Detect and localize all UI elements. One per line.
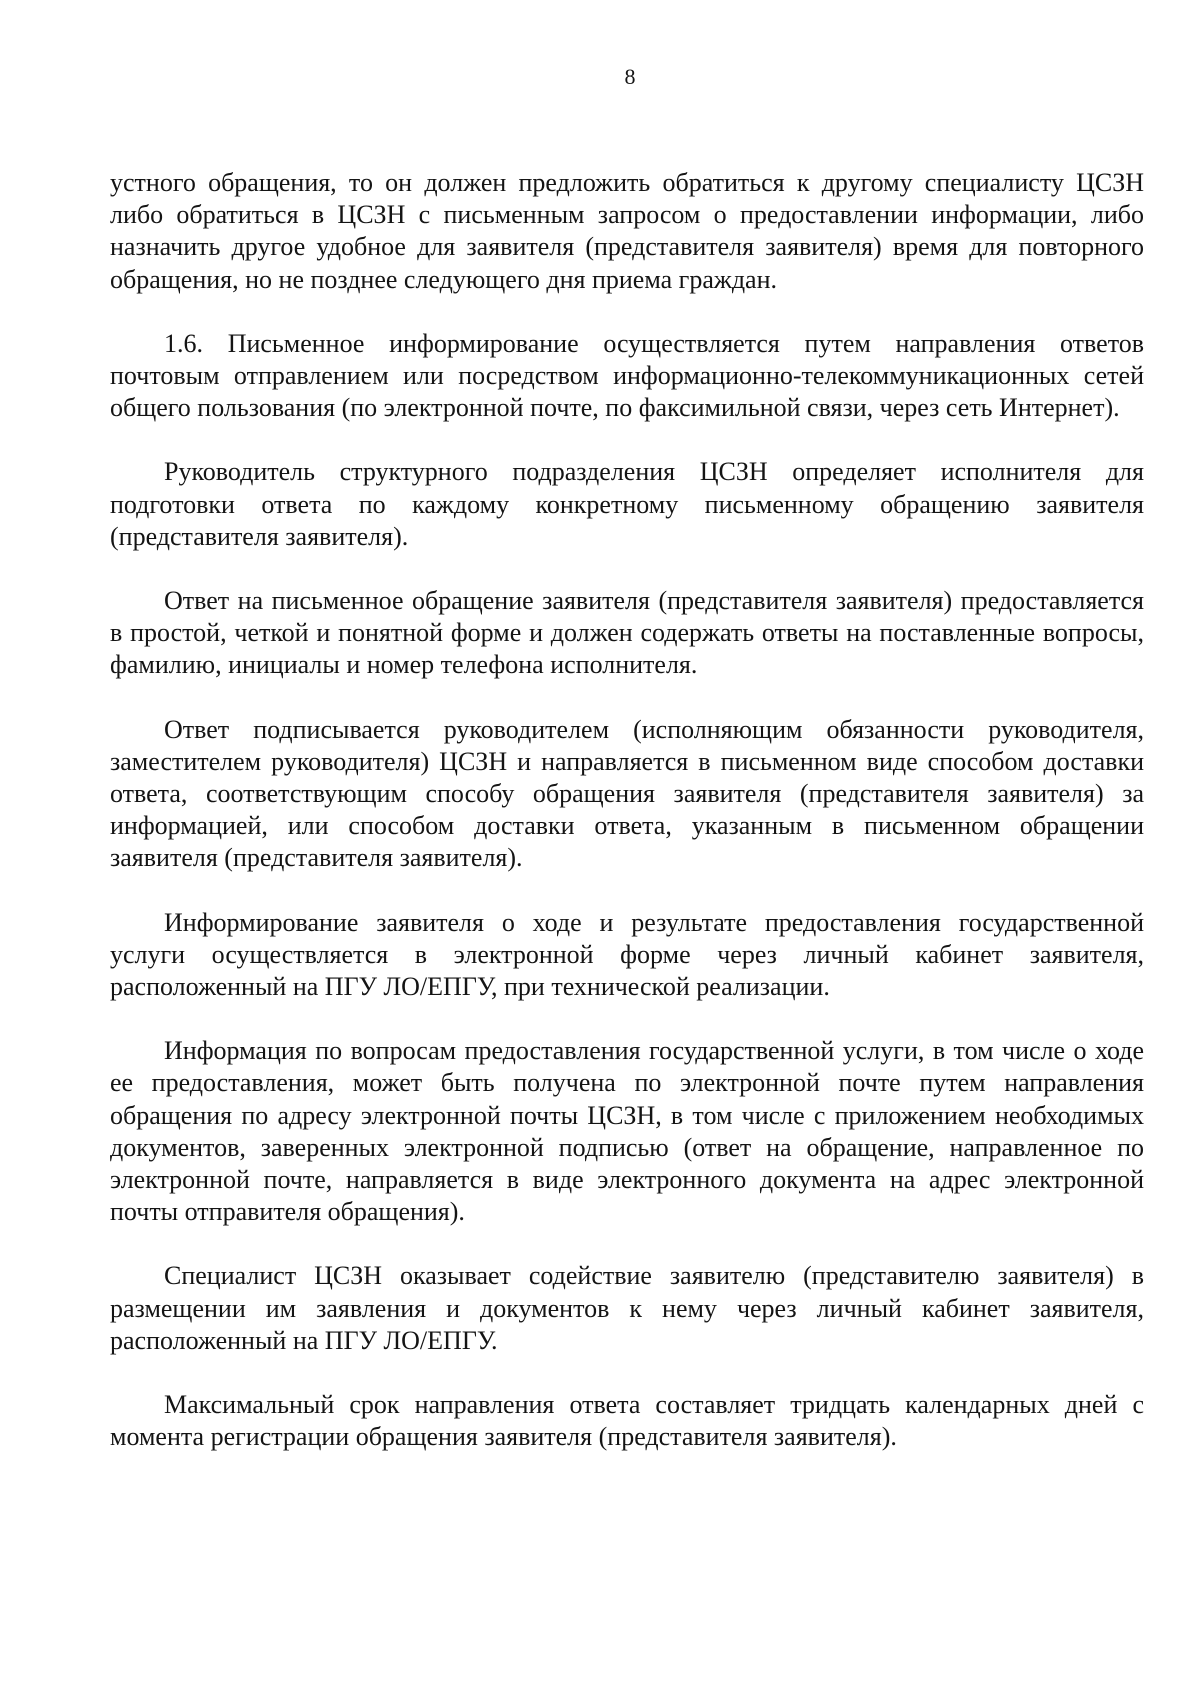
paragraph-section-1-6: 1.6. Письменное информирование осуществляется путем направления ответов почтовым отправлением или посредством информационно-телекоммуникационных сетей общего пользования (по электронной почте, по факсимильной связи, через сеть Интернет). xyxy=(110,328,1144,423)
document-body xyxy=(110,167,1144,1454)
paragraph-answer-form: Ответ на письменное обращение заявителя (представителя заявителя) предоставляется в простой, четкой и понятной форме и должен содержать ответы на поставленные вопросы, фамилию, инициалы и номер телефона исполнителя. xyxy=(110,586,1144,680)
paragraph-max-response-time: Максимальный срок направления ответа составляет тридцать календарных дней с момента регистрации обращения заявителя (представителя заявителя). xyxy=(110,1390,1144,1452)
paragraph-specialist-assistance: Специалист ЦСЗН оказывает содействие заявителю (представителю заявителя) в размещении им заявления и документов к нему через личный кабинет заявителя, расположенный на ПГУ ЛО/ЕПГУ. xyxy=(110,1261,1144,1355)
page-number: 8 xyxy=(624,64,636,89)
paragraph-executor-assignment: Руководитель структурного подразделения ЦСЗН определяет исполнителя для подготовки ответа по каждому конкретному письменному обращению заявителя (представителя заявителя). xyxy=(110,457,1144,551)
paragraph-electronic-informing: Информирование заявителя о ходе и результате предоставления государственной услуги осуществляется в электронной форме через личный кабинет заявителя, расположенный на ПГУ ЛО/ЕПГУ, при технической реализации. xyxy=(110,907,1144,1002)
paragraph-answer-signing: Ответ подписывается руководителем (исполняющим обязанности руководителя, заместителем руководителя) ЦСЗН и направляется в письменном виде способом доставки ответа, соответствующим способу обращения заявителя (представителя заявителя) за информацией, или способом доставки ответа, указанным в письменном обращении заявителя (представителя заявителя). xyxy=(110,714,1144,873)
paragraph-email-information: Информация по вопросам предоставления государственной услуги, в том числе о ходе ее предоставления, может быть получена по электронной почте путем направления обращения по адресу электронной почты ЦСЗН, в том числе с приложением необходимых документов, заверенных электронной подписью (ответ на обращение, направленное по электронной почте, направляется в виде электронного документа на адрес электронной почты отправителя обращения). xyxy=(110,1036,1144,1227)
paragraph-continuation: устного обращения, то он должен предложить обратиться к другому специалисту ЦСЗН либо обратиться в ЦСЗН с письменным запросом о предоставлении информации, либо назначить другое удобное для заявителя (представителя заявителя) время для повторного обращения, но не позднее следующего дня приема граждан. xyxy=(110,168,1144,294)
